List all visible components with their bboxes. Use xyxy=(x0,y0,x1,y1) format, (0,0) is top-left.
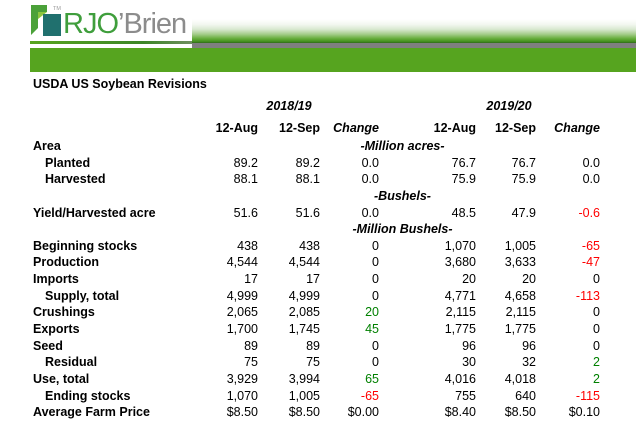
row-label: Yield/Harvested acre xyxy=(33,205,156,220)
cell-value: 3,633 xyxy=(504,255,536,270)
cell-value: $8.40 xyxy=(444,405,476,420)
cell-value: 20 xyxy=(462,272,476,287)
cell-value: 4,016 xyxy=(444,371,476,386)
row-label: Ending stocks xyxy=(45,388,131,403)
row-label: Production xyxy=(33,255,99,270)
cell-value: 17 xyxy=(306,272,320,287)
cell-value: -65 xyxy=(360,388,379,403)
table-row xyxy=(33,271,600,288)
row-label: Seed xyxy=(33,338,63,353)
column-header-row xyxy=(33,120,600,137)
col-header-aug-2: 12-Aug xyxy=(433,121,476,135)
cell-value: 32 xyxy=(522,355,536,370)
table-row xyxy=(33,288,600,305)
page-title: USDA US Soybean Revisions xyxy=(33,77,207,91)
table-row xyxy=(33,321,600,338)
cell-value: 75 xyxy=(306,355,320,370)
cell-value: 4,999 xyxy=(288,288,320,303)
cell-value: $0.00 xyxy=(347,405,379,420)
cell-value: 89.2 xyxy=(295,155,320,170)
cell-value: 48.5 xyxy=(451,205,476,220)
cell-value: 96 xyxy=(522,338,536,353)
col-header-sep-2: 12-Sep xyxy=(495,121,536,135)
cell-value: 4,771 xyxy=(444,288,476,303)
cell-value: 88.1 xyxy=(233,172,258,187)
cell-value: 20 xyxy=(522,272,536,287)
cell-value: 45 xyxy=(365,322,379,337)
table-row xyxy=(33,138,600,155)
cell-value: 0 xyxy=(593,338,600,353)
table-row xyxy=(33,205,600,222)
cell-value: 47.9 xyxy=(511,205,536,220)
logo-icon-teal-square xyxy=(43,14,61,36)
row-label: Use, total xyxy=(33,371,90,386)
cell-value: 1,700 xyxy=(226,322,258,337)
cell-value: 438 xyxy=(237,238,258,253)
col-header-change-1: Change xyxy=(333,121,379,135)
table-row xyxy=(33,188,600,205)
table-row xyxy=(33,404,600,421)
cell-value: -115 xyxy=(575,388,600,403)
cell-value: 88.1 xyxy=(295,172,320,187)
cell-value: 4,544 xyxy=(288,255,320,270)
cell-value: 89.2 xyxy=(233,155,258,170)
table-row xyxy=(33,221,600,238)
cell-value: 2,085 xyxy=(288,305,320,320)
row-label: Planted xyxy=(45,155,91,170)
cell-value: $0.10 xyxy=(568,405,600,420)
row-label: Supply, total xyxy=(45,288,120,303)
cell-value: 640 xyxy=(515,388,536,403)
cell-value: 2,115 xyxy=(505,305,536,320)
cell-value: 4,544 xyxy=(226,255,258,270)
cell-value: 1,070 xyxy=(444,238,476,253)
cell-value: 755 xyxy=(455,388,476,403)
row-label: Average Farm Price xyxy=(33,405,150,420)
cell-value: $8.50 xyxy=(226,405,258,420)
row-label: Exports xyxy=(33,322,80,337)
row-label: Harvested xyxy=(45,172,106,187)
cell-value: 1,775 xyxy=(444,322,476,337)
logo-text-rjo: RJO xyxy=(63,8,118,40)
table-row xyxy=(33,371,600,388)
row-label: Area xyxy=(33,139,61,153)
cell-value: -47 xyxy=(581,255,600,270)
cell-value: 4,018 xyxy=(504,371,536,386)
cell-value: 0 xyxy=(372,288,379,303)
year-group-row xyxy=(33,99,600,115)
row-label xyxy=(33,188,205,205)
cell-value: 1,005 xyxy=(504,238,536,253)
row-label xyxy=(33,221,205,238)
logo-tm-mark: TM xyxy=(53,6,61,12)
cell-value: 0.0 xyxy=(361,205,379,220)
cell-value: 0 xyxy=(372,338,379,353)
cell-value: -113 xyxy=(575,288,600,303)
cell-value: 2 xyxy=(593,355,600,370)
col-header-sep-1: 12-Sep xyxy=(279,121,320,135)
col-header-change-2: Change xyxy=(554,121,600,135)
table-row xyxy=(33,155,600,172)
cell-value: 0.0 xyxy=(582,172,600,187)
row-label: Residual xyxy=(45,355,98,370)
table-row xyxy=(33,338,600,355)
table-row xyxy=(33,354,600,371)
cell-value: 89 xyxy=(244,338,258,353)
cell-value: 0.0 xyxy=(361,172,379,187)
cell-value: 51.6 xyxy=(233,205,258,220)
cell-value: 76.7 xyxy=(511,155,536,170)
cell-value: 4,999 xyxy=(226,288,258,303)
cell-value: 0 xyxy=(372,238,379,253)
row-label: Imports xyxy=(33,272,79,287)
table-row xyxy=(33,254,600,271)
cell-value: 75.9 xyxy=(511,172,536,187)
cell-value: 3,680 xyxy=(444,255,476,270)
cell-value: 75 xyxy=(244,355,258,370)
cell-value: 0 xyxy=(593,322,600,337)
cell-value: 2,065 xyxy=(226,305,258,320)
logo-text-obrien: ’Brien xyxy=(118,8,187,40)
cell-value: 3,929 xyxy=(226,371,258,386)
header-gradient-band xyxy=(192,9,636,43)
year-group-2019-20: 2019/20 xyxy=(486,99,532,113)
cell-value: 0 xyxy=(593,305,600,320)
table-row xyxy=(33,171,600,188)
table-row xyxy=(33,238,600,255)
unit-header: -Million Bushels- xyxy=(352,222,453,237)
cell-value: 1,005 xyxy=(288,388,320,403)
cell-value: 0 xyxy=(593,272,600,287)
cell-value: 89 xyxy=(306,338,320,353)
cell-value: $8.50 xyxy=(288,405,320,420)
header-green-bar xyxy=(30,48,636,72)
cell-value: 1,070 xyxy=(226,388,258,403)
cell-value: 1,745 xyxy=(288,322,320,337)
unit-header: -Million acres- xyxy=(360,139,445,153)
cell-value: 30 xyxy=(462,355,476,370)
row-label: Beginning stocks xyxy=(33,238,138,253)
cell-value: 0 xyxy=(372,255,379,270)
table-row xyxy=(33,304,600,321)
cell-value: 1,775 xyxy=(504,322,536,337)
unit-header: -Bushels- xyxy=(374,188,431,203)
cell-value: 3,994 xyxy=(288,371,320,386)
rjobrien-logo-icon xyxy=(31,2,63,40)
cell-value: $8.50 xyxy=(504,405,536,420)
cell-value: 2,115 xyxy=(445,305,476,320)
cell-value: 0 xyxy=(372,355,379,370)
cell-value: -0.6 xyxy=(578,205,600,220)
cell-value: 4,658 xyxy=(504,288,536,303)
year-group-2018-19: 2018/19 xyxy=(266,99,312,113)
cell-value: 51.6 xyxy=(295,205,320,220)
cell-value: 17 xyxy=(244,272,258,287)
cell-value: -65 xyxy=(581,238,600,253)
label-column-header xyxy=(33,120,205,137)
col-header-aug-1: 12-Aug xyxy=(215,121,258,135)
cell-value: 0.0 xyxy=(582,155,600,170)
cell-value: 65 xyxy=(365,371,379,386)
cell-value: 0.0 xyxy=(361,155,379,170)
revisions-table-body xyxy=(33,138,600,421)
cell-value: 2 xyxy=(593,371,600,386)
cell-value: 75.9 xyxy=(451,172,476,187)
table-row xyxy=(33,388,600,405)
cell-value: 20 xyxy=(365,305,379,320)
row-label: Crushings xyxy=(33,305,95,320)
rjobrien-logo-text xyxy=(63,6,186,42)
cell-value: 96 xyxy=(462,338,476,353)
cell-value: 438 xyxy=(299,238,320,253)
cell-value: 0 xyxy=(372,272,379,287)
cell-value: 76.7 xyxy=(451,155,476,170)
